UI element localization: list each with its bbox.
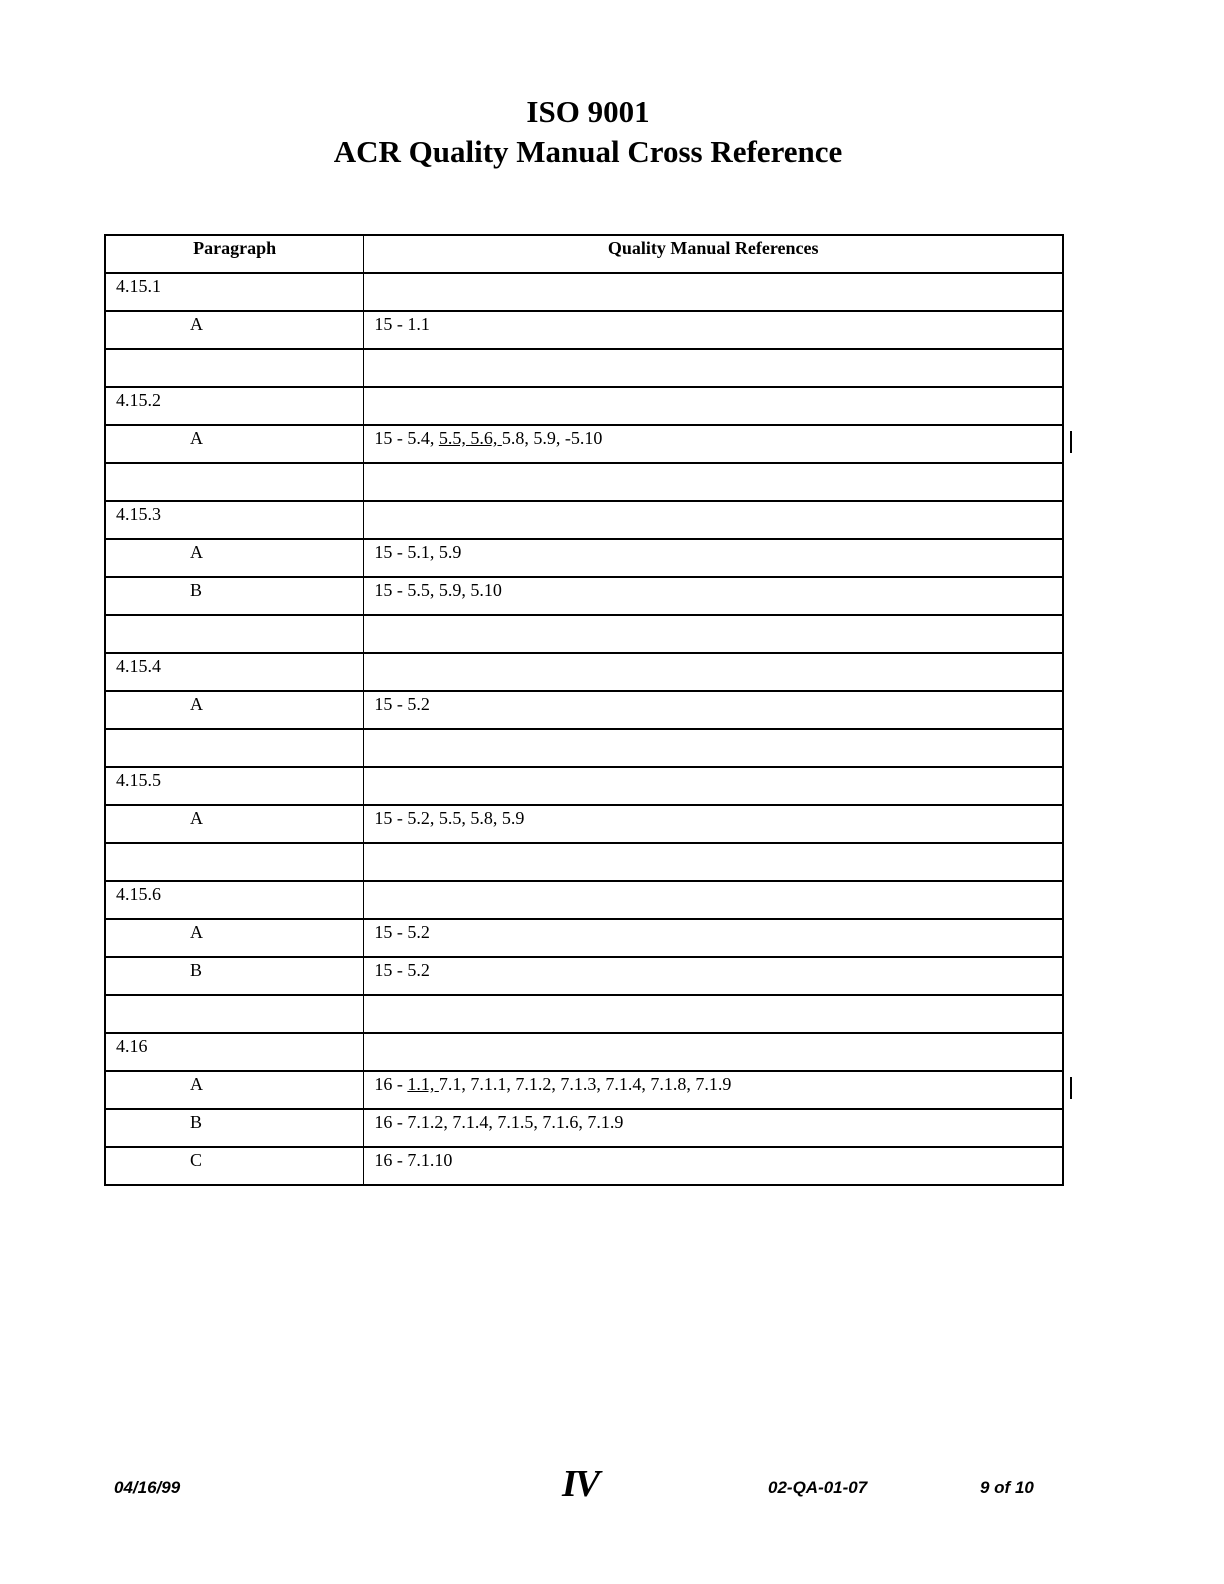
reference-cell [364,425,1063,463]
reference-text: 7.1, 7.1.1, 7.1.2, 7.1.3, 7.1.4, 7.1.8, 7.1.9 [438,1074,732,1094]
reference-text: 15 - 5.2, 5.5, 5.8, 5.9 [374,808,525,828]
reference-cell [364,767,1063,805]
table-row [105,463,1063,501]
paragraph-cell [105,729,364,767]
paragraph-cell: 4.16 [105,1033,364,1071]
reference-cell [364,311,1063,349]
reference-cell [364,577,1063,615]
reference-text: 16 - 7.1.2, 7.1.4, 7.1.5, 7.1.6, 7.1.9 [374,1112,624,1132]
table-row [105,387,1063,425]
paragraph-cell: 4.15.4 [105,653,364,691]
table-row [105,1109,1063,1147]
footer-doc-number: 02-QA-01-07 [768,1478,868,1497]
paragraph-cell: 4.15.3 [105,501,364,539]
reference-cell [364,501,1063,539]
reference-text-underlined: 5.5, 5.6, [438,428,502,448]
reference-cell [364,1071,1063,1109]
table-row [105,919,1063,957]
table-row [105,577,1063,615]
paragraph-cell [105,615,364,653]
table-row [105,1071,1063,1109]
reference-text-underlined: 1.1, [407,1074,439,1094]
reference-cell [364,539,1063,577]
reference-cell [364,653,1063,691]
reference-text: 16 - [374,1074,408,1094]
table-row [105,615,1063,653]
table-body [105,273,1063,1185]
table-row [105,729,1063,767]
table-row [105,843,1063,881]
reference-cell [364,919,1063,957]
table-row [105,1033,1063,1071]
paragraph-cell: A [105,425,364,463]
table-row [105,653,1063,691]
paragraph-cell: 4.15.1 [105,273,364,311]
reference-cell [364,691,1063,729]
reference-cell [364,273,1063,311]
reference-cell [364,463,1063,501]
table-row [105,881,1063,919]
table-row [105,805,1063,843]
paragraph-cell: A [105,311,364,349]
paragraph-cell: B [105,577,364,615]
table-row [105,349,1063,387]
cross-reference-table [104,234,1064,1186]
paragraph-cell: C [105,1147,364,1185]
reference-text: 15 - 5.2 [374,922,430,942]
paragraph-cell: A [105,1071,364,1109]
header-paragraph: Paragraph [105,235,364,273]
reference-cell [364,995,1063,1033]
paragraph-cell [105,349,364,387]
footer-revision: IV [562,1463,599,1505]
table-row [105,311,1063,349]
reference-cell [364,1147,1063,1185]
table-row [105,1147,1063,1185]
paragraph-cell [105,843,364,881]
reference-cell [364,349,1063,387]
table-row [105,691,1063,729]
reference-text: 5.8, 5.9, -5.10 [501,428,603,448]
paragraph-cell: 4.15.5 [105,767,364,805]
reference-cell [364,1033,1063,1071]
paragraph-cell [105,463,364,501]
reference-text: 15 - 5.2 [374,694,430,714]
paragraph-cell: B [105,1109,364,1147]
reference-cell [364,1109,1063,1147]
table-row [105,995,1063,1033]
table-row [105,501,1063,539]
table-row [105,425,1063,463]
reference-text: 15 - 5.1, 5.9 [374,542,462,562]
table-row [105,273,1063,311]
paragraph-cell: A [105,691,364,729]
reference-text: 15 - 5.5, 5.9, 5.10 [374,580,502,600]
reference-cell [364,957,1063,995]
reference-cell [364,881,1063,919]
reference-text: 15 - 1.1 [374,314,430,334]
reference-text: 15 - 5.2 [374,960,430,980]
footer-page-number: 9 of 10 [980,1478,1034,1497]
reference-cell [364,615,1063,653]
table-row [105,767,1063,805]
footer-date: 04/16/99 [114,1478,181,1497]
reference-cell [364,729,1063,767]
revision-change-bar [1070,431,1072,453]
paragraph-cell: A [105,539,364,577]
reference-cell [364,387,1063,425]
document-title [0,92,1176,172]
title-line-2: ACR Quality Manual Cross Reference [333,134,843,169]
table-header-row [105,235,1063,273]
paragraph-cell: 4.15.6 [105,881,364,919]
reference-text: 16 - 7.1.10 [374,1150,453,1170]
title-line-1: ISO 9001 [526,94,650,129]
header-references: Quality Manual References [364,235,1063,273]
reference-text: 15 - 5.4, [374,428,439,448]
revision-change-bar [1070,1077,1072,1099]
paragraph-cell: 4.15.2 [105,387,364,425]
reference-cell [364,843,1063,881]
reference-cell [364,805,1063,843]
paragraph-cell [105,995,364,1033]
paragraph-cell: B [105,957,364,995]
paragraph-cell: A [105,805,364,843]
table-row [105,957,1063,995]
table-row [105,539,1063,577]
paragraph-cell: A [105,919,364,957]
